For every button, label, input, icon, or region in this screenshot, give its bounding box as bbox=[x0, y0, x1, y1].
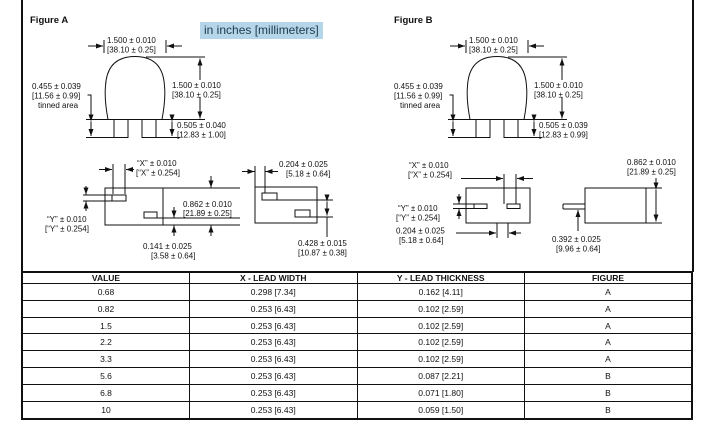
dim-b-width-mm: [38.10 ± 0.25] bbox=[469, 45, 518, 55]
dim-b2-body-mm: [21.89 ± 0.25] bbox=[627, 167, 676, 177]
cell-x-lead-width: 0.253 [6.43] bbox=[190, 368, 358, 385]
cell-x-lead-width: 0.253 [6.43] bbox=[190, 317, 358, 334]
dim-b-tinned-in: 0.455 ± 0.039 bbox=[394, 82, 443, 91]
dim-b1-y-mm: [“Y” ± 0.254] bbox=[396, 213, 440, 223]
dim-b-tinned-mm: [11.56 ± 0.99] bbox=[394, 91, 443, 101]
dim-b-width-in: 1.500 ± 0.010 bbox=[469, 36, 518, 45]
dim-b-lead-in: 0.505 ± 0.039 bbox=[539, 121, 588, 130]
dim-b-lead-mm: [12.83 ± 0.99] bbox=[539, 130, 588, 140]
cell-x-lead-width: 0.253 [6.43] bbox=[190, 300, 358, 317]
cell-figure: A bbox=[525, 300, 693, 317]
figure-b-side-view-2 bbox=[552, 158, 676, 254]
cell-figure: B bbox=[525, 384, 693, 401]
cell-x-lead-width: 0.253 [6.43] bbox=[190, 351, 358, 368]
column-header-y-lead-thickness: Y - LEAD THICKNESS bbox=[357, 272, 525, 284]
dim-b-height-mm: [38.10 ± 0.25] bbox=[534, 90, 583, 100]
dim-a-height-in: 1.500 ± 0.010 bbox=[172, 81, 221, 90]
table-row bbox=[22, 351, 692, 368]
figure-a-side-view-1 bbox=[45, 159, 240, 261]
cell-x-lead-width: 0.253 [6.43] bbox=[190, 334, 358, 351]
cell-y-lead-thickness: 0.162 [4.11] bbox=[357, 284, 525, 301]
cell-y-lead-thickness: 0.071 [1.80] bbox=[357, 384, 525, 401]
cell-x-lead-width: 0.298 [7.34] bbox=[190, 284, 358, 301]
cell-figure: B bbox=[525, 368, 693, 385]
table-row bbox=[22, 334, 692, 351]
cell-figure: A bbox=[525, 334, 693, 351]
column-header-x-lead-width: X - LEAD WIDTH bbox=[190, 272, 358, 284]
figure-a-side-view-2 bbox=[242, 160, 347, 258]
dim-b2-offset-in: 0.392 ± 0.025 bbox=[552, 235, 601, 244]
column-header-figure: FIGURE bbox=[525, 272, 693, 284]
dim-a-lead-mm: [12.83 ± 1.00] bbox=[177, 130, 226, 140]
figure-b-front-view bbox=[394, 36, 588, 140]
dim-b1-x-in: “X” ± 0.010 bbox=[409, 161, 449, 170]
cell-figure: A bbox=[525, 284, 693, 301]
dim-a1-y-in: “Y” ± 0.010 bbox=[47, 215, 87, 224]
dim-a2-offset-mm: [5.18 ± 0.64] bbox=[286, 169, 331, 179]
cell-y-lead-thickness: 0.059 [1.50] bbox=[357, 401, 525, 419]
cell-value: 5.6 bbox=[22, 368, 190, 385]
cell-value: 10 bbox=[22, 401, 190, 419]
figure-b-side-view-1 bbox=[396, 161, 533, 245]
cell-y-lead-thickness: 0.102 [2.59] bbox=[357, 351, 525, 368]
cell-value: 1.5 bbox=[22, 317, 190, 334]
cell-y-lead-thickness: 0.102 [2.59] bbox=[357, 334, 525, 351]
dim-a-tinned-mm: [11.56 ± 0.99] bbox=[32, 91, 81, 101]
cell-x-lead-width: 0.253 [6.43] bbox=[190, 384, 358, 401]
dim-b2-offset-mm: [9.96 ± 0.64] bbox=[556, 244, 601, 254]
figure-b-title: Figure B bbox=[394, 15, 433, 26]
column-header-value: VALUE bbox=[22, 272, 190, 284]
cell-value: 3.3 bbox=[22, 351, 190, 368]
dim-a1-offset-mm: [3.58 ± 0.64] bbox=[151, 251, 196, 261]
dim-a-tinned-in: 0.455 ± 0.039 bbox=[32, 82, 81, 91]
dim-a-width-in: 1.500 ± 0.010 bbox=[107, 36, 156, 45]
table-header-row bbox=[22, 272, 692, 284]
cell-y-lead-thickness: 0.102 [2.59] bbox=[357, 317, 525, 334]
dim-b2-body-in: 0.862 ± 0.010 bbox=[627, 158, 676, 167]
cell-figure: A bbox=[525, 351, 693, 368]
table-row bbox=[22, 368, 692, 385]
table-row bbox=[22, 384, 692, 401]
dim-a1-body-mm: [21.89 ± 0.25] bbox=[183, 209, 232, 218]
dim-a1-body-in: 0.862 ± 0.010 bbox=[183, 200, 232, 209]
dim-a-width-mm: [38.10 ± 0.25] bbox=[107, 45, 156, 55]
label-a-tinned-area: tinned area bbox=[38, 101, 79, 110]
units-note: in inches [millimeters] bbox=[200, 22, 323, 39]
dim-b1-x-mm: [“X” ± 0.254] bbox=[408, 170, 452, 180]
table-row bbox=[22, 317, 692, 334]
dim-a2-spacing-mm: [10.87 ± 0.38] bbox=[298, 248, 347, 258]
cell-value: 2.2 bbox=[22, 334, 190, 351]
dim-a1-x-mm: [“X” ± 0.254] bbox=[136, 168, 180, 178]
dim-a2-offset-in: 0.204 ± 0.025 bbox=[279, 160, 328, 169]
dim-a-height-mm: [38.10 ± 0.25] bbox=[172, 90, 221, 100]
label-b-tinned-area: tinned area bbox=[400, 101, 441, 110]
dim-a1-y-mm: [“Y” ± 0.254] bbox=[45, 224, 89, 234]
cell-value: 0.82 bbox=[22, 300, 190, 317]
cell-x-lead-width: 0.253 [6.43] bbox=[190, 401, 358, 419]
figure-a-front-view bbox=[32, 36, 226, 140]
figure-a-title: Figure A bbox=[30, 15, 69, 26]
table-row bbox=[22, 300, 692, 317]
dim-b1-offset-mm: [5.18 ± 0.64] bbox=[399, 236, 444, 245]
dim-a1-x-in: “X” ± 0.010 bbox=[137, 159, 177, 168]
cell-figure: B bbox=[525, 401, 693, 419]
table-row bbox=[22, 284, 692, 301]
dim-a-lead-in: 0.505 ± 0.040 bbox=[177, 121, 226, 130]
cell-y-lead-thickness: 0.087 [2.21] bbox=[357, 368, 525, 385]
dim-a1-offset-in: 0.141 ± 0.025 bbox=[143, 242, 192, 251]
cell-y-lead-thickness: 0.102 [2.59] bbox=[357, 300, 525, 317]
dim-b-height-in: 1.500 ± 0.010 bbox=[534, 81, 583, 90]
table-row bbox=[22, 401, 692, 419]
cell-figure: A bbox=[525, 317, 693, 334]
cell-value: 0.68 bbox=[22, 284, 190, 301]
dim-b1-y-in: “Y” ± 0.010 bbox=[398, 204, 438, 213]
dim-a2-spacing-in: 0.428 ± 0.015 bbox=[298, 239, 347, 248]
dim-b1-offset-in: 0.204 ± 0.025 bbox=[396, 226, 445, 236]
cell-value: 6.8 bbox=[22, 384, 190, 401]
spec-table bbox=[21, 271, 693, 420]
